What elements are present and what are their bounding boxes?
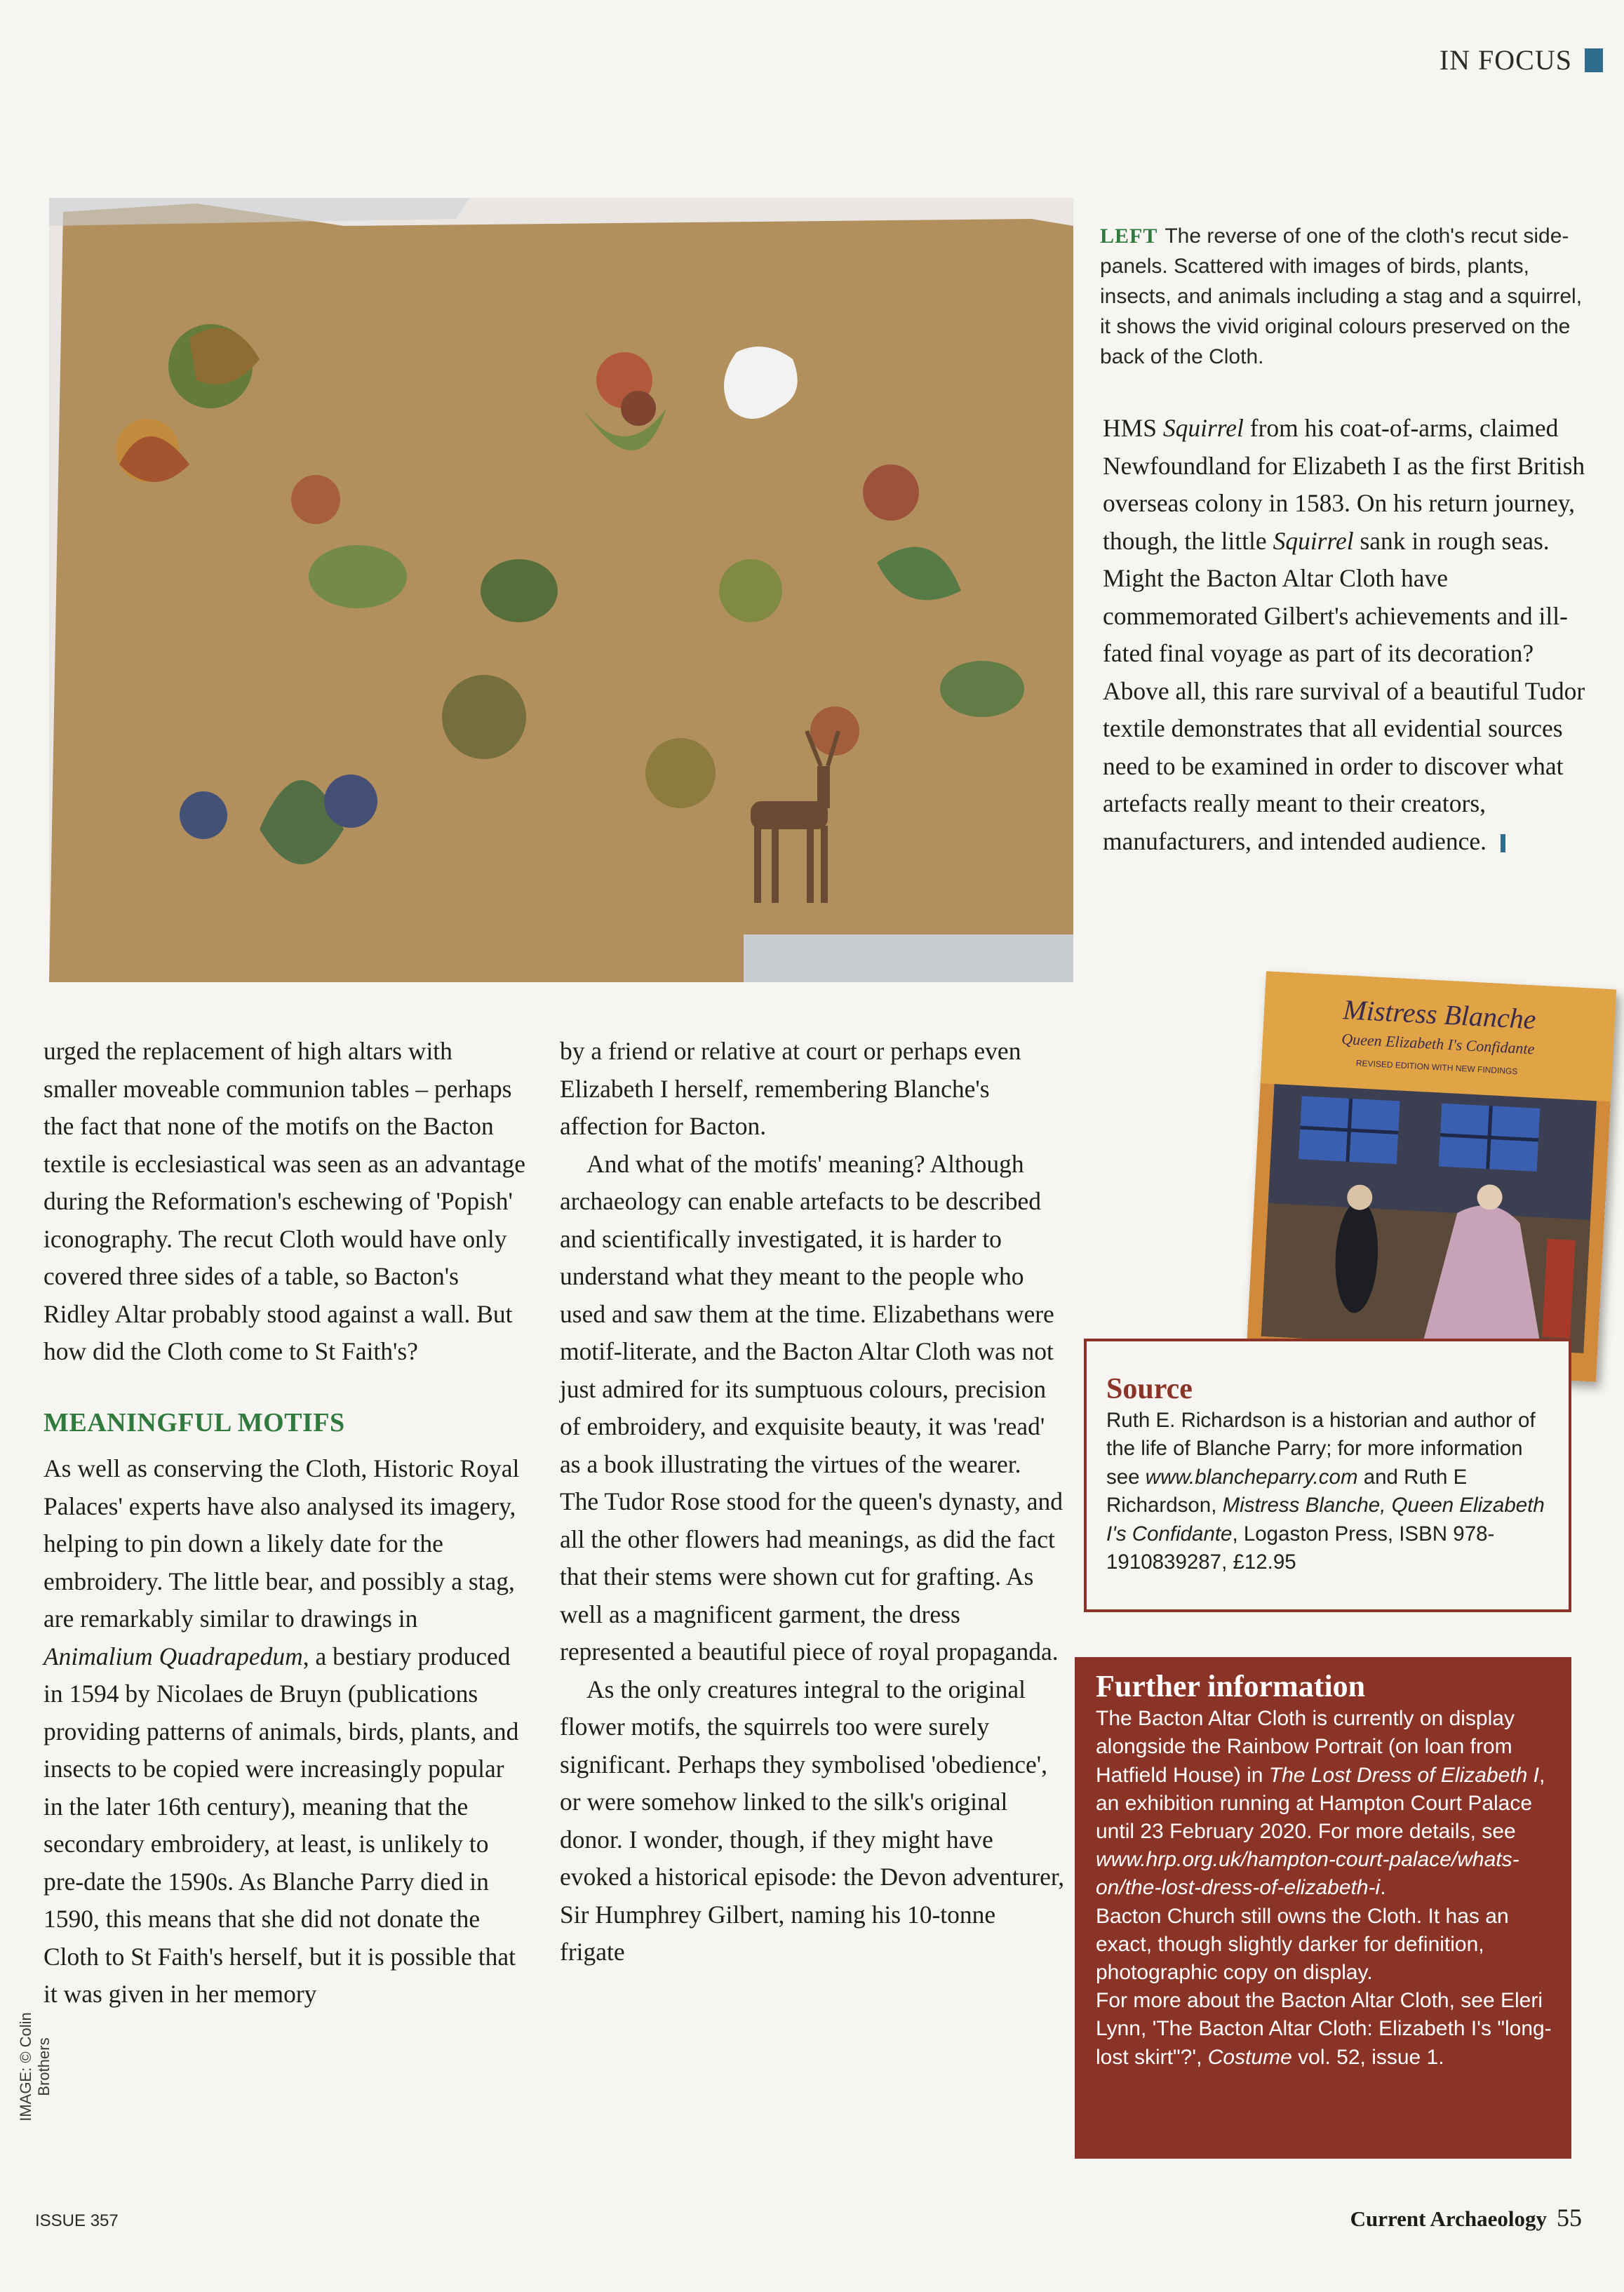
further-info-content [1096, 1669, 1555, 2072]
page-number: 55 [1557, 2204, 1582, 2232]
further-info-paragraph: For more about the Bacton Altar Cloth, see Eleri Lynn, 'The Bacton Altar Cloth: Elizabeth I's "long-lost skirt"?', Costume vol. 52, issue 1. [1096, 1989, 1552, 2069]
article-left-column [43, 1033, 528, 2013]
article-right-column [1103, 410, 1587, 860]
cloth-image [49, 198, 1073, 982]
caption-label: LEFT [1100, 224, 1158, 248]
photo-caption [1100, 221, 1591, 372]
section-heading: MEANINGFUL MOTIFS [43, 1407, 345, 1437]
book-title: Mistress Blanche [1342, 993, 1537, 1036]
book-cover [1246, 971, 1617, 1381]
paragraph: As well as conserving the Cloth, Historic Royal Palaces' experts have also analysed its imagery, helping to pin down a likely date for the embroidery. The little bear, and possibly a stag, are remarkably similar to drawings in Animalium Quadrapedum, a bestiary produced in 1594 by Nicolaes de Bruyn (publications providing patterns of animals, birds, plants, and insects to be copied were increasingly popular in the later 16th century), meaning that the secondary embroidery, at least, is unlikely to pre-date the 1590s. As Blanche Parry died in 1590, this means that she did not donate the Cloth to St Faith's herself, but it is possible that it was given in her memory [43, 1454, 520, 2008]
paragraph: And what of the motifs' meaning? Although archaeology can enable artefacts to be described and scientifically investigated, it is harder to understand what they meant to the people who used and saw them at the time. Elizabethans were motif-literate, and the Bacton Altar Cloth was not just admired for its sumptuous colours, precision of embroidery, and exquisite beauty, it was 'read' as a book illustrating the virtues of the wearer. The Tudor Rose stood for the queen's dynasty, and all the other flowers had meanings, as did the fact that their stems were shown cut for grafting. As well as a magnificent garment, the dress represented a beautiful piece of royal propaganda. [560, 1149, 1063, 1666]
source-text: Ruth E. Richardson is a historian and author of the life of Blanche Parry; for more information see www.blancheparry.com and Ruth E Richardson, Mistress Blanche, Queen Elizabeth I's Confidante, Logaston Press, ISBN 978-1910839287, £12.95 [1106, 1408, 1545, 1574]
source-title: Source [1106, 1373, 1193, 1405]
caption-text: The reverse of one of the cloth's recut side-panels. Scattered with images of birds, plants, insects, and animals including a stag and a squirrel, it shows the vivid original colours preserved on the back of the Cloth. [1100, 224, 1583, 368]
paragraph: urged the replacement of high altars with smaller moveable communion tables – perhaps the fact that none of the motifs on the Bacton textile is ecclesiastical was seen as an advantage during the Reformation's eschewing of 'Popish' iconography. The recut Cloth would have only covered three sides of a table, so Bacton's Ridley Altar probably stood against a wall. But how did the Cloth come to St Faith's? [43, 1037, 526, 1365]
end-of-article-icon [1501, 834, 1505, 852]
further-info-title: Further information [1096, 1669, 1366, 1703]
source-link[interactable]: www.blancheparry.com [1145, 1465, 1358, 1489]
further-info-link[interactable]: www.hrp.org.uk/hampton-court-palace/whats-on/the-lost-dress-of-elizabeth-i [1096, 1848, 1519, 1900]
book-subtitle: Queen Elizabeth I's Confidante [1341, 1030, 1536, 1058]
section-label [1440, 43, 1603, 76]
paragraph: As the only creatures integral to the original flower motifs, the squirrels too were surely significant. Perhaps they symbolised 'obedience', or were somehow linked to the silk's original donor. I wonder, though, if they might have evoked a historical episode: the Devon adventurer, Sir Humphrey Gilbert, naming his 10-tonne frigate [560, 1675, 1065, 1966]
section-marker-icon [1585, 48, 1603, 72]
article-middle-column [560, 1033, 1065, 1971]
source-box [1084, 1339, 1571, 1612]
further-info-paragraph: The Bacton Altar Cloth is currently on display alongside the Rainbow Portrait (on loan from Hatfield House) in The Lost Dress of Elizabeth I, an exhibition running at Hampton Court Palace until 23 February 2020. For more details, see www.hrp.org.uk/hampton-court-palace/whats-on/the-lost-dress-of-elizabeth-i. [1096, 1707, 1545, 1900]
cloth-photo [49, 198, 1073, 982]
book-edition: REVISED EDITION WITH NEW FINDINGS [1355, 1058, 1518, 1077]
image-credit: IMAGE: © Colin Brothers [17, 2012, 53, 2122]
book-cover-image [1246, 971, 1617, 1381]
paragraph: HMS Squirrel from his coat-of-arms, claimed Newfoundland for Elizabeth I as the first British overseas colony in 1583. On his return journey, though, the little Squirrel sank in rough seas. Might the Bacton Altar Cloth have commemorated Gilbert's achievements and ill-fated final voyage as part of its decoration? Above all, this rare survival of a beautiful Tudor textile demonstrates that all evidential sources need to be examined in order to discover what artefacts really meant to their creators, manufacturers, and intended audience. [1103, 414, 1585, 855]
section-label-text: IN FOCUS [1439, 44, 1572, 76]
issue-number: ISSUE 357 [35, 2211, 119, 2230]
source-content [1106, 1375, 1555, 1577]
paragraph: by a friend or relative at court or perhaps even Elizabeth I herself, remembering Blanche's affection for Bacton. [560, 1037, 1021, 1140]
further-info-paragraph: Bacton Church still owns the Cloth. It has an exact, though slightly darker for definition, photographic copy on display. [1096, 1904, 1509, 1985]
page-folio [1350, 2203, 1582, 2232]
further-info-box [1075, 1657, 1571, 2159]
magazine-name: Current Archaeology [1350, 2206, 1547, 2231]
